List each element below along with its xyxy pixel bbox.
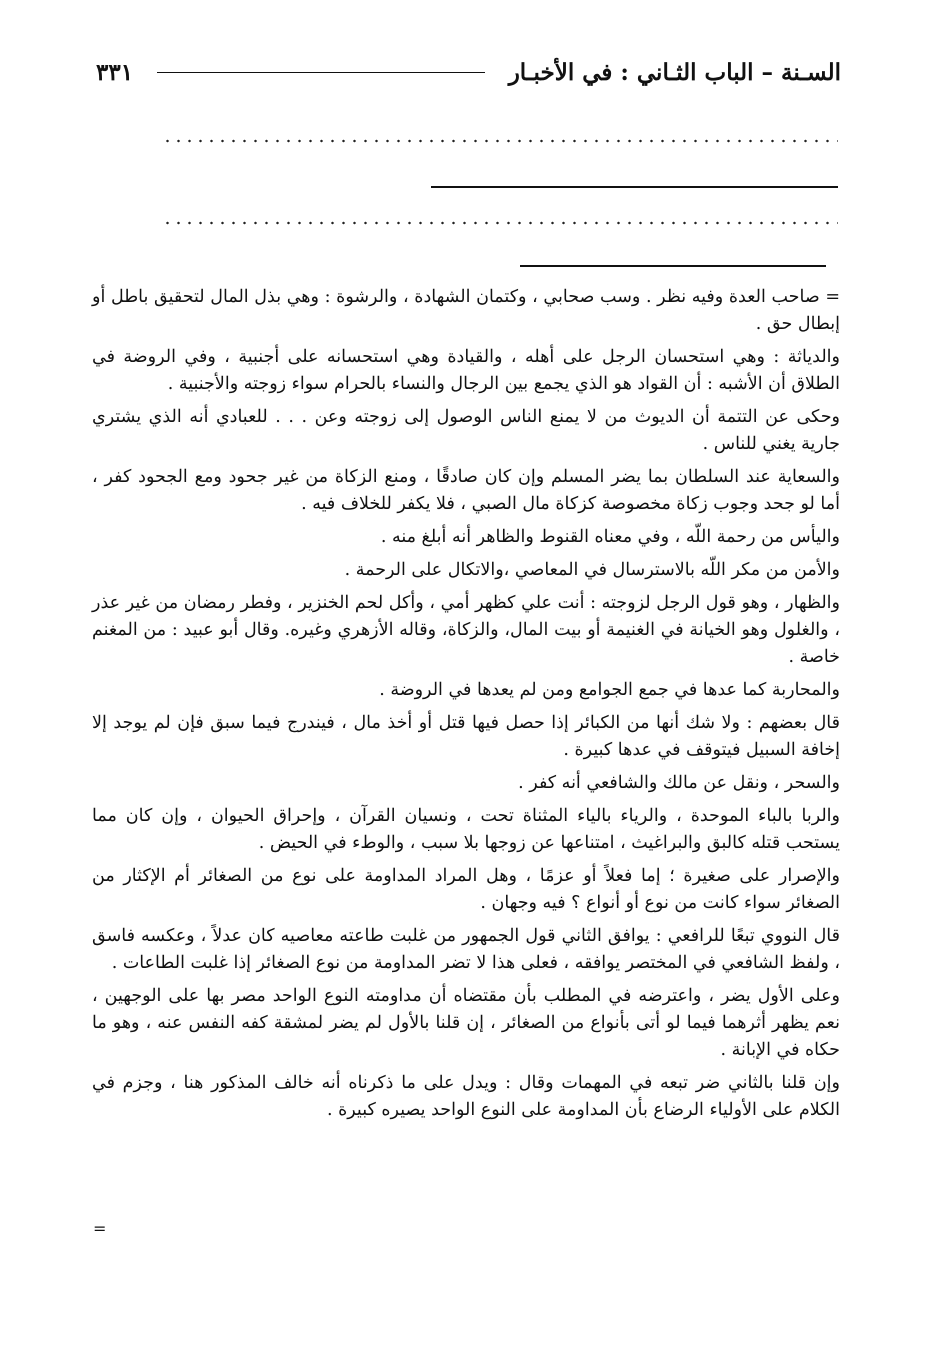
footnote-paragraph: والأمن من مكر اللّه بالاسترسال في المعاصي ،والاتكال على الرحمة .: [344, 560, 840, 580]
header-rule: [157, 72, 485, 73]
footnote-divider: [520, 265, 826, 267]
footnote-paragraph: والظهار ، وهو قول الرجل لزوجته : أنت علي كظهر أمي ، وأكل لحم الخنزير ، وفطر رمضان من غير عذر ، والغلول وهو الخيانة في الغنيمة أو بيت المال، والزكاة، وقاله الأزهري وغيره. وقال أبو عبيد : من المغنم خاصة .: [92, 593, 840, 667]
footnote-paragraph: والمحاربة كما عدها في جمع الجوامع ومن لم يعدها في الروضة .: [379, 680, 840, 700]
footnote-paragraph: = صاحب العدة وفيه نظر . وسب صحابي ، وكتمان الشهادة ، والرشوة : وهي بذل المال لتحقيق باطل أو إبطال حق .: [92, 287, 840, 334]
footnote-paragraph: والربا بالباء الموحدة ، والرياء بالياء المثناة تحت ، ونسيان القرآن ، وإحراق الحيوان ، وإن كان مما يستحب قتله كالبق والبراغيث ، امتناعها عن زوجها بلا سبب ، والوطء في الحيض .: [92, 806, 840, 853]
ellipsis-dots-line: [162, 134, 838, 148]
footnote-paragraph: وعلى الأول يضر ، واعترضه في المطلب بأن مقتضاه أن مداومته النوع الواحد مصر بها على الوجهين ، نعم يظهر أثرهما فيما لو أتى بأنواع من الصغائر ، إن قلنا بالأول لم يضر لمشقة كفه النفس عنه ، وهو ما حكاه في الإبانة .: [92, 986, 840, 1060]
footnote-paragraph: والسحر ، ونقل عن مالك والشافعي أنه كفر .: [518, 773, 840, 793]
ellipsis-dots-line: [162, 216, 838, 230]
footnote-paragraph: وإن قلنا بالثاني ضر تبعه في المهمات وقال : ويدل على ما ذكرناه أنه خالف المذكور هنا ، وجزم في الكلام على الأولياء الرضاع بأن المداومة على النوع الواحد يصيره كبيرة .: [92, 1073, 840, 1120]
running-title: السـنة – الباب الثـاني : في الأخبـار: [508, 58, 841, 86]
footnote-paragraph: قال النووي تبعًا للرافعي : يوافق الثاني قول الجمهور من غلبت طاعته معاصيه كان عدلاً ، وعكسه فاسق ، ولفظ الشافعي في المختصر يوافقه ، فعلى هذا لا تضر المداومة من نوع الصغائر إذا غلبت الطاعات .: [92, 926, 840, 973]
footnote-paragraph: والسعاية عند السلطان بما يضر المسلم وإن كان صادقًا ، ومنع الزكاة من غير جحود ومع الجحود كفر ، أما لو جحد وجوب زكاة مخصوصة كزكاة مال الصبي ، فلا يكفر للخلاف فيه .: [92, 467, 840, 514]
page-number: ٣٣١: [96, 58, 134, 86]
footnote-paragraph: واليأس من رحمة اللّه ، وفي معناه القنوط والظاهر أنه أبلغ منه .: [380, 527, 840, 547]
footnote-paragraph: قال بعضهم : ولا شك أنها من الكبائر إذا حصل فيها قتل أو أخذ مال ، فيندرج فيما سبق فإن لم يوجد إلا إخافة السبيل فيتوقف في عدها كبيرة .: [92, 713, 840, 760]
running-header: [96, 52, 841, 92]
footnote-paragraph: والإصرار على صغيرة ؛ إما فعلاً أو عزمًا ، وهل المراد المداومة على نوع من الصغائر أم الإكثار من الصغائر سواء كانت من نوع أو أنواع ؟ فيه وجهان .: [92, 866, 840, 913]
footnote-paragraph: وحكى عن التتمة أن الديوث من لا يمنع الناس الوصول إلى زوجته وعن . . . للعبادي أنه الذي يشتري جارية يغني للناس .: [92, 407, 840, 454]
continuation-marker: =: [93, 1219, 107, 1238]
footnotes: [92, 284, 840, 1130]
footnote-paragraph: والدياثة : وهي استحسان الرجل على أهله ، والقيادة وهي استحسانه على أجنبية ، وفي الروضة في الطلاق أن الأشبه : أن القواد هو الذي يجمع بين الرجال والنساء بالحرام سواء زوجته والأجنبية .: [92, 347, 840, 394]
section-divider: [431, 186, 838, 188]
